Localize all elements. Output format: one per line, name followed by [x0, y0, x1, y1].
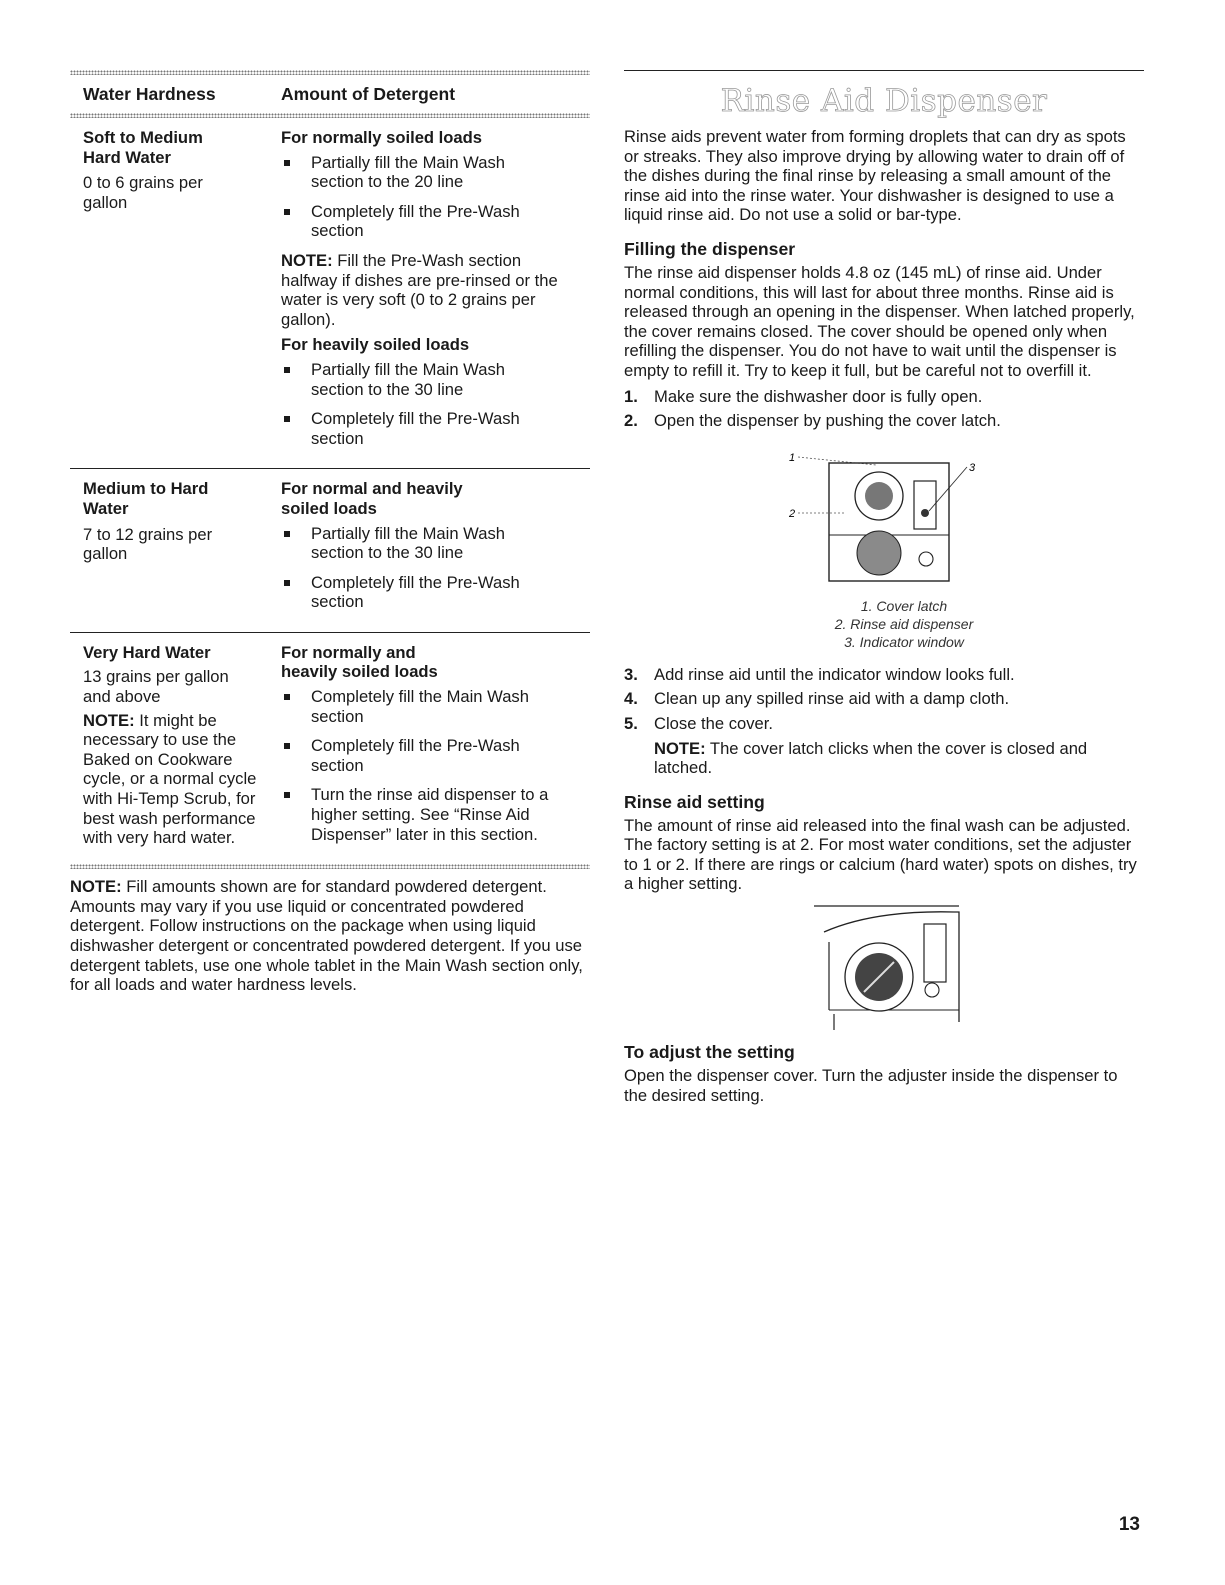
- page-number: 13: [1118, 1514, 1140, 1535]
- hardness-title: Soft to Medium Hard Water: [83, 128, 203, 167]
- filling-heading: Filling the dispenser: [624, 238, 796, 259]
- setting-heading: Rinse aid setting: [624, 791, 765, 812]
- hardness-title: Medium to Hard Water: [83, 479, 209, 518]
- note-text: Fill amounts shown are for standard powdered detergent. Amounts may vary if you use liquid or concentrated powdered detergent. Follow instructions on the package when using liquid dishwasher detergent or concentrated powdered detergent. If you use detergent tablets, use one whole tablet in the Main Wash section only, for all loads and water hardness levels.: [70, 877, 583, 995]
- bullet-list: [281, 153, 590, 241]
- list-item: Completely fill the Pre-Wash section: [281, 736, 551, 775]
- adjuster-illustration: [624, 902, 1144, 1032]
- callout-1: 1: [789, 451, 796, 464]
- caption-line: 1. Cover latch: [860, 597, 948, 614]
- load-heading: For normal and heavily soiled loads: [281, 479, 463, 518]
- adjuster-drawing: [624, 902, 1144, 1032]
- table-row: [70, 469, 590, 632]
- step-item: 2. Open the dispenser by pushing the cover latch.: [624, 411, 1001, 431]
- bullet-list: [281, 524, 590, 612]
- list-item: Completely fill the Pre-Wash section: [281, 409, 551, 448]
- intro-paragraph: Rinse aids prevent water from forming droplets that can dry as spots or streaks. They also improve drying by allowing water to drain off of the dishes during the final rinse by releasing a small amount of the rinse aid into the rinse water. Your dishwasher is designed to use a liquid rinse aid. Do not use a solid or bar-type.: [624, 127, 1126, 225]
- step-item: 1. Make sure the dishwasher door is fully open.: [624, 386, 983, 406]
- hardness-title: Very Hard Water: [83, 642, 211, 662]
- header-water-hardness: Water Hardness: [83, 84, 216, 104]
- note-label: NOTE:: [281, 250, 333, 270]
- figure-caption: [664, 597, 1144, 651]
- table-row: [70, 118, 590, 468]
- callout-3: 3: [969, 461, 976, 474]
- caption-line: 3. Indicator window: [844, 633, 964, 650]
- note-text: Fill the Pre-Wash section halfway if dishes are pre-rinsed or the water is very soft (0 to 2 grains per gallon).: [281, 250, 558, 329]
- dispenser-illustration: [624, 441, 1144, 591]
- hardness-detail: 0 to 6 grains per gallon: [83, 173, 203, 212]
- list-item: Completely fill the Main Wash section: [281, 687, 561, 726]
- dispenser-drawing: [624, 441, 1144, 591]
- note-text: It might be necessary to use the Baked on Cookware cycle, or a normal cycle with Hi-Temp Scrub, for best wash performance with very hard water.: [83, 710, 257, 848]
- steps-list: [624, 387, 1144, 431]
- list-item: Turn the rinse aid dispenser to a higher setting. See “Rinse Aid Dispenser” later in this section.: [281, 785, 571, 844]
- step-item: 4. Clean up any spilled rinse aid with a damp cloth.: [624, 689, 1010, 709]
- hardness-detail: 13 grains per gallon and above: [83, 667, 229, 707]
- hardness-detail: 7 to 12 grains per gallon: [83, 524, 213, 564]
- table-bottom-rule: [70, 864, 590, 869]
- step-item: 3. Add rinse aid until the indicator window looks full.: [624, 664, 1015, 684]
- note-text: The cover latch clicks when the cover is closed and latched.: [654, 738, 1088, 778]
- caption-line: 2. Rinse aid dispenser: [834, 615, 974, 632]
- step-item: 5. Close the cover.: [624, 713, 773, 733]
- rinse-aid-column: [624, 70, 1144, 1105]
- load-heading: For normally soiled loads: [281, 128, 483, 147]
- detergent-note: [70, 877, 590, 995]
- load-heading: For normally and heavily soiled loads: [281, 642, 438, 682]
- step-note: [624, 739, 1124, 778]
- header-amount-detergent: Amount of Detergent: [281, 84, 456, 104]
- list-item: Completely fill the Pre-Wash section: [281, 573, 551, 612]
- note-label: NOTE:: [654, 738, 706, 758]
- callout-2: 2: [789, 507, 796, 520]
- load-heading: For heavily soiled loads: [281, 335, 470, 355]
- section-rule: [624, 70, 1144, 71]
- list-item: Partially fill the Main Wash section to the 20 line: [281, 153, 531, 192]
- hardness-note: [83, 711, 258, 848]
- table-row: [70, 633, 590, 864]
- adjust-paragraph: Open the dispenser cover. Turn the adjuster inside the dispenser to the desired setting.: [624, 1066, 1118, 1105]
- list-item: Completely fill the Pre-Wash section: [281, 202, 551, 241]
- list-item: Partially fill the Main Wash section to the 30 line: [281, 524, 531, 563]
- table-header: [70, 75, 590, 113]
- detergent-table-column: [70, 70, 590, 995]
- adjust-heading: To adjust the setting: [624, 1042, 795, 1063]
- filling-paragraph: The rinse aid dispenser holds 4.8 oz (145 mL) of rinse aid. Under normal conditions, this will last for about three months. Rinse aid is released through an opening in the dispenser. When latched properly, the cover remains closed. The cover should be opened only when refilling the dispenser. You do not have to wait until the dispenser is empty to refill it. Try to keep it full, but be careful not to overfill it.: [624, 262, 1135, 380]
- bullet-list: [281, 360, 590, 448]
- steps-list: [624, 665, 1144, 734]
- note-label: NOTE:: [70, 877, 122, 897]
- setting-paragraph: The amount of rinse aid released into the final wash can be adjusted. The factory setting is at 2. For most water conditions, set the adjuster to 1 or 2. If there are rings or calcium (hard water) spots on dishes, try a higher setting.: [624, 815, 1137, 894]
- note-label: NOTE:: [83, 710, 135, 730]
- bullet-list: [281, 687, 590, 844]
- table-note: [281, 251, 561, 329]
- list-item: Partially fill the Main Wash section to the 30 line: [281, 360, 531, 399]
- section-title: Rinse Aid Dispenser: [720, 83, 1048, 119]
